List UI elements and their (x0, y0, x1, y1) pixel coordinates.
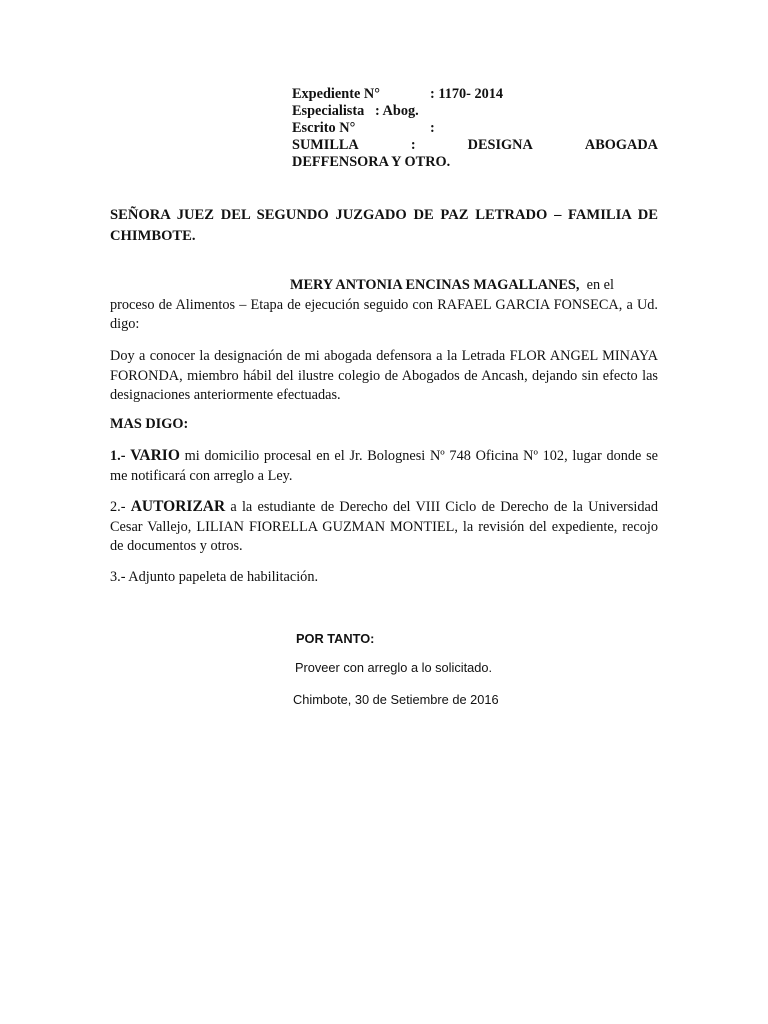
sumilla-row (292, 137, 658, 154)
escrito-label: Escrito N° (292, 120, 356, 136)
sumilla-label: SUMILLA (292, 137, 359, 153)
mas-digo-heading: MAS DIGO: (110, 416, 189, 432)
petitioner-name: MERY ANTONIA ENCINAS MAGALLANES, (290, 277, 580, 293)
especialista-row (292, 103, 658, 120)
date-line: Chimbote, 30 de Setiembre de 2016 (293, 692, 499, 707)
item-1-text: mi domicilio procesal en el Jr. Bolognesi Nº 748 Oficina Nº 102, lugar donde se me notificará con arreglo a Ley. (110, 448, 658, 484)
item-1-prefix: 1.- (110, 448, 131, 464)
addressee: SEÑORA JUEZ DEL SEGUNDO JUZGADO DE PAZ LETRADO – FAMILIA DE CHIMBOTE. (110, 207, 658, 244)
especialista-label: Especialista (292, 103, 365, 119)
item-2-prefix: 2.- (110, 499, 131, 515)
escrito-row (292, 120, 658, 137)
especialista-value: : Abog. (375, 103, 419, 119)
sumilla-line-2: DEFFENSORA Y OTRO. (292, 154, 451, 170)
expediente-row (292, 86, 658, 103)
item-2-text: a la estudiante de Derecho del VIII Ciclo de Derecho de la Universidad Cesar Vallejo, LILIAN FIORELLA GUZMAN MONTIEL, la revisión del expediente, recojo de documentos y otros. (110, 499, 658, 554)
sumilla-word-2: ABOGADA (584, 137, 658, 153)
item-3-paragraph: 3.- Adjunto papeleta de habilitación. (110, 569, 319, 585)
expediente-label: Expediente N° (292, 86, 380, 102)
sumilla-word-1: DESIGNA (467, 137, 533, 153)
item-1-paragraph (110, 446, 658, 486)
item-1-keyword: VARIO (130, 447, 180, 464)
intro-rest: proceso de Alimentos – Etapa de ejecución seguido con RAFAEL GARCIA FONSECA, a Ud. digo: (110, 296, 658, 332)
intro-first-line (110, 276, 658, 296)
intro-after-name: en el (579, 277, 614, 293)
item-2-paragraph (110, 497, 658, 557)
sumilla-colon: : (410, 137, 416, 153)
proveer-line: Proveer con arreglo a lo solicitado. (295, 660, 493, 675)
por-tanto-heading: POR TANTO: (296, 631, 375, 646)
escrito-value: : (430, 120, 435, 136)
expediente-value: : 1170- 2014 (430, 86, 504, 102)
item-2-keyword: AUTORIZAR (130, 498, 226, 515)
case-header (292, 86, 658, 171)
intro-paragraph (110, 276, 658, 335)
designation-paragraph: Doy a conocer la designación de mi abogada defensora a la Letrada FLOR ANGEL MINAYA FORONDA, miembro hábil del ilustre colegio de Abogados de Ancash, dejando sin efecto las designaciones anteriormente efectuadas. (110, 348, 658, 403)
